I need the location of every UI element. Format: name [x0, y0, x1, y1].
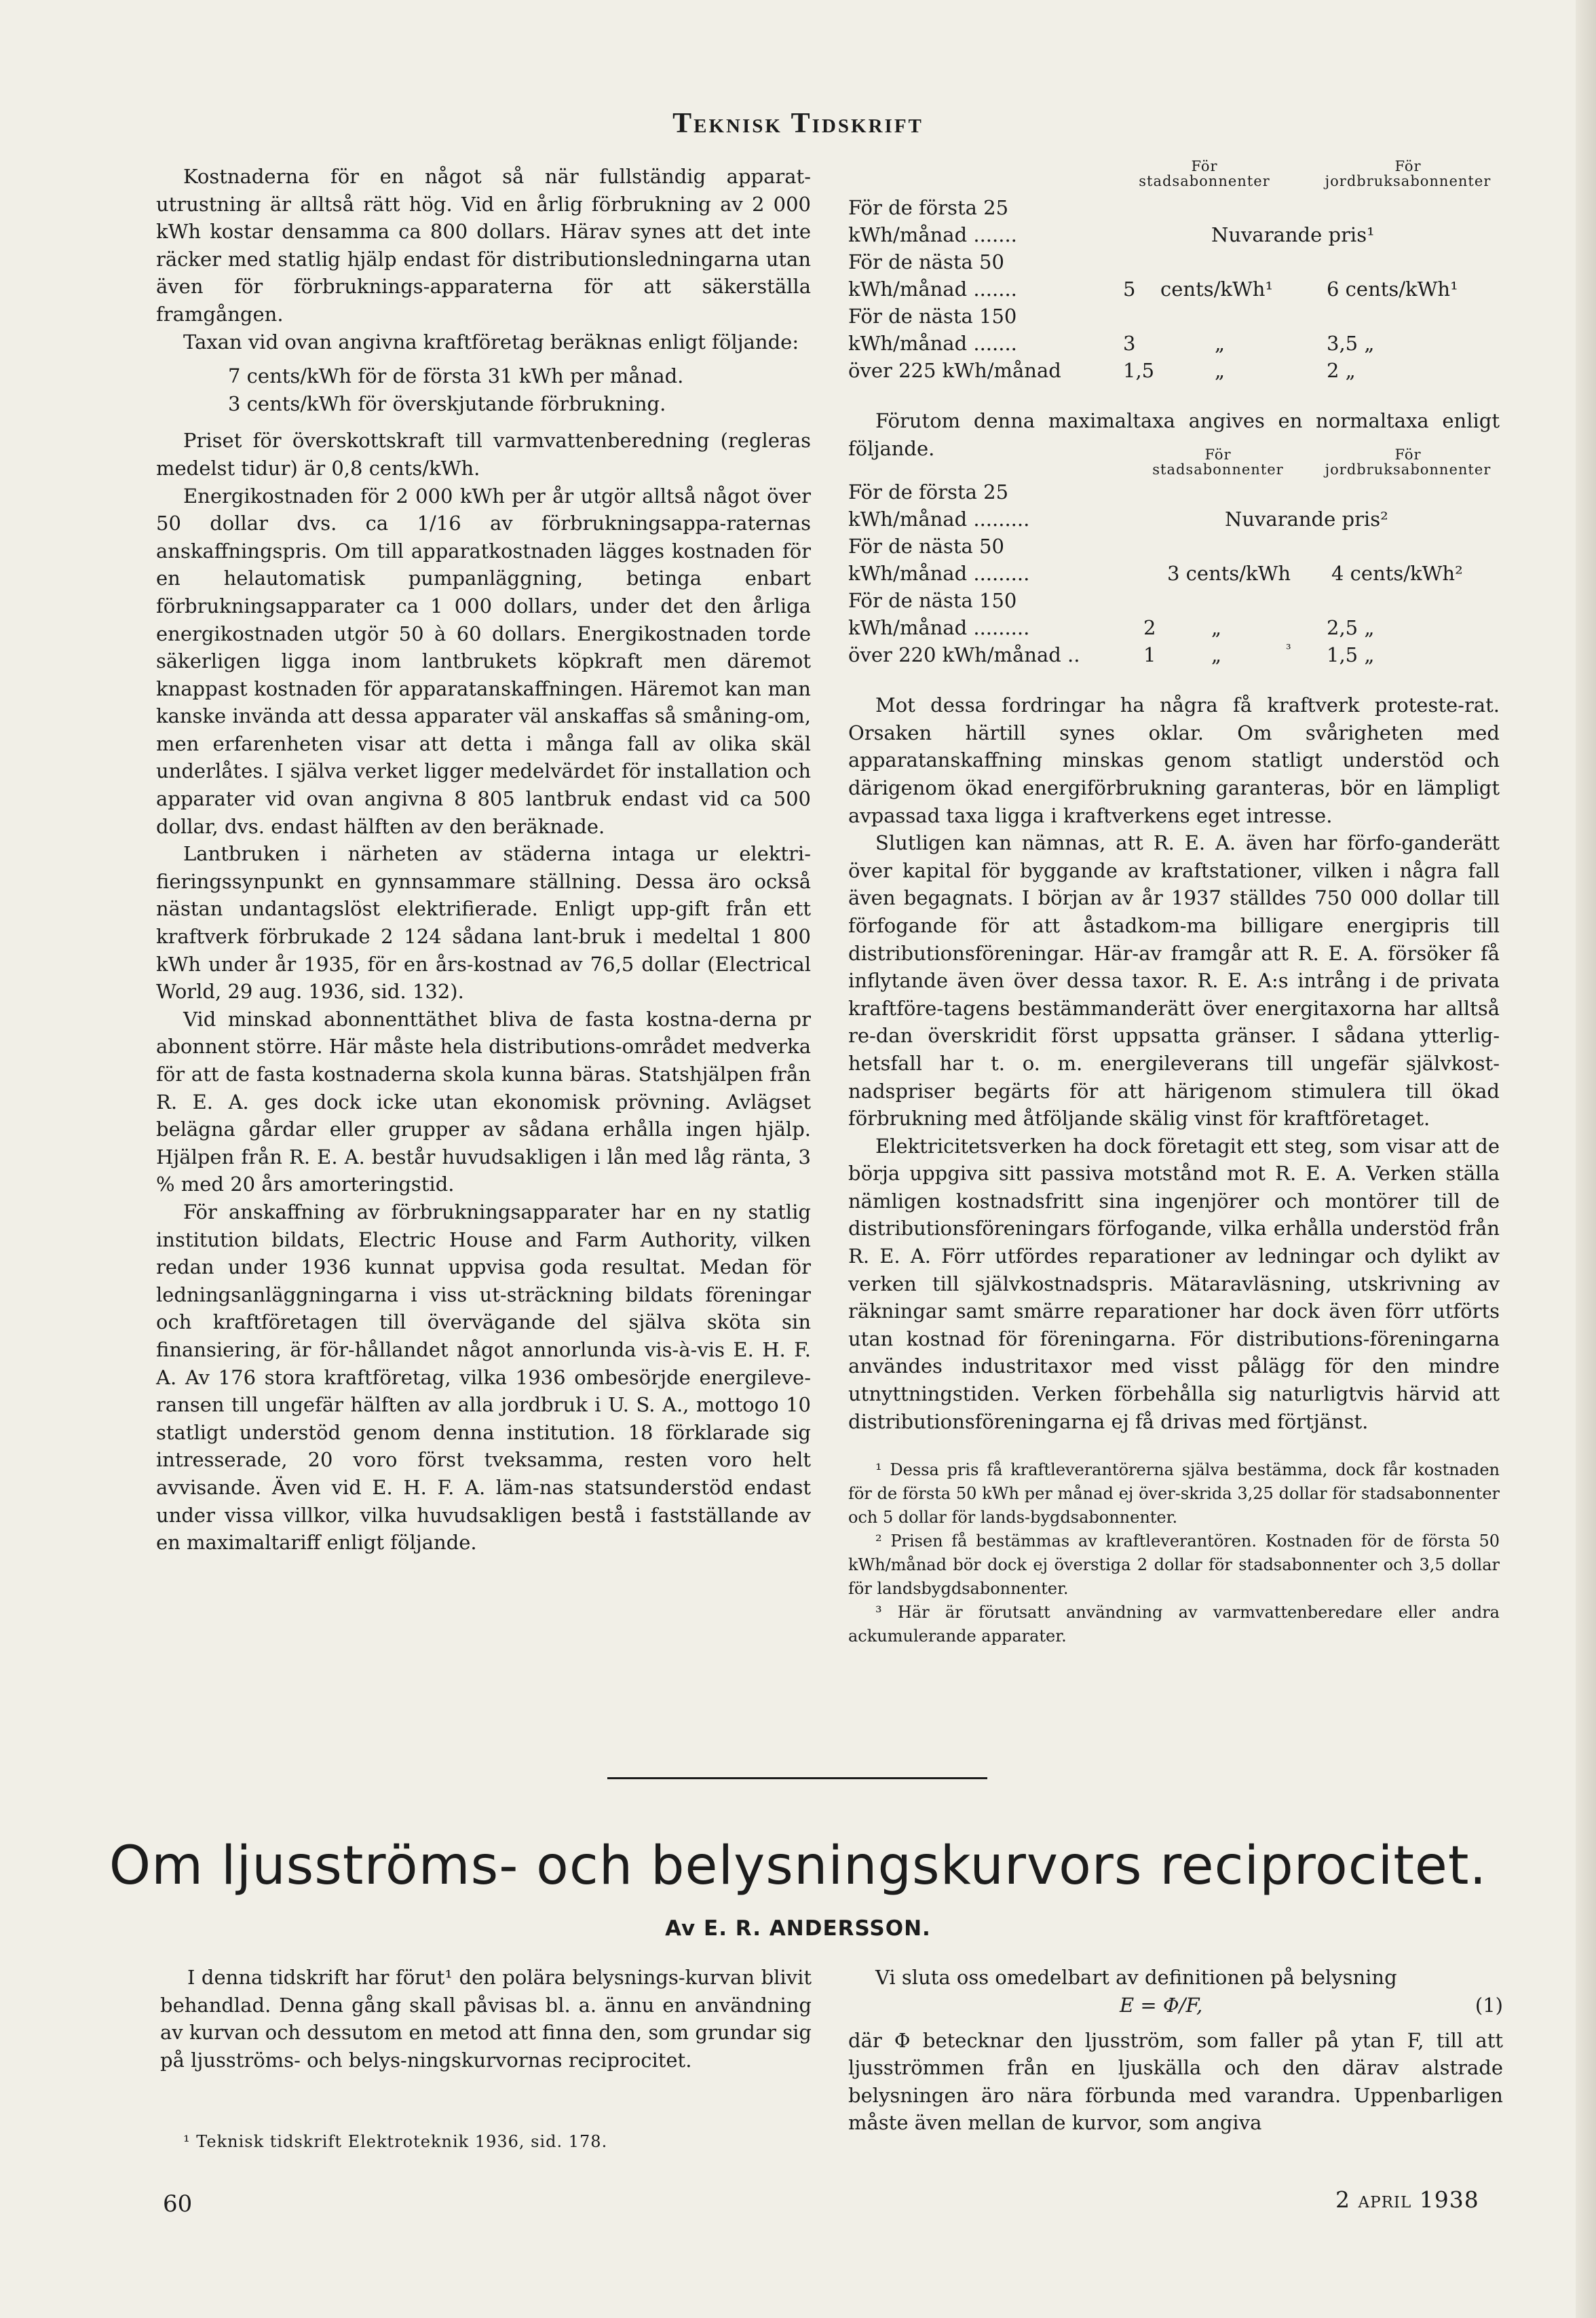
paragraph: Elektricitetsverken ha dock företagit ett steg, som visar att de börja uppgiva sitt passiva motstånd mot R. E. A. Verken ställa nämligen kostnadsfritt sina ingenjörer och montörer till de distributionsföreningars förfogande, vilka erhålla understöd från R. E. A. Förr utfördes reparationer av ledningar och dylikt av verken till självkostnadspris. Mätaravläsning, utskrivning av räkningar samt smärre reparationer har dock även förr utförts utan kostnad för föreningarna. För distributions-föreningarna användes industritaxor med visst pålägg för den mindre utnyttningstiden. Verken förbehålla sig naturligtvis härvid att distributionsföreningarna ej få drivas med förtjänst. [848, 1134, 1500, 1433]
column-header [1120, 159, 1289, 189]
paragraph: Energikostnaden för 2 000 kWh per år utgör alltså något över 50 dollar dvs. ca 1/16 av förbrukningsappa-raternas anskaffningspris. Om till apparatkostnaden lägges kostnaden för en helautomatisk pumpanläggning, betinga enbart förbrukningsapparater ca 1 000 dollars, under det den årliga energikostnaden utgör 50 à 60 dollars. Energikostnaden torde säkerligen ligga inom lantbrukets köpkraft men däremot knappast kostnaden för apparatanskaffningen. Häremot kan man kanske invända att dessa apparater väl anskaffas så småning-om, men erfarenheten visar att detta i många fall av olika skäl underlåtes. I själva verket ligger medelvärdet för installation och apparater vid ovan angivna 8 805 lantbruk endast vid ca 500 dollar, dvs. endast hälften av den beräknade. [156, 484, 811, 838]
table-row [848, 614, 1500, 641]
table-row [848, 194, 1500, 221]
table-row [848, 330, 1500, 357]
table-row [848, 506, 1500, 533]
article-footnote: ¹ Teknisk tidskrift Elektroteknik 1936, sid. 178. [183, 2132, 608, 2151]
cell: „ [1215, 332, 1226, 355]
cell: 1,5 „ [1327, 643, 1375, 667]
paragraph: Taxan vid ovan angivna kraftföretag beräknas enligt följande: [183, 330, 799, 354]
row-label: För de nästa 150 [848, 305, 1017, 328]
cell: ³ [1286, 642, 1291, 658]
cell: 3,5 „ [1327, 332, 1375, 355]
row-label: över 225 kWh/månad [848, 359, 1061, 382]
column-header [1316, 159, 1500, 189]
row-label: kWh/månad ....... [848, 332, 1017, 355]
cell: „ [1215, 359, 1226, 382]
paragraph: Priset för överskottskraft till varmvattenberedning (regleras medelst tidur) är 0,8 cents/kWh. [156, 429, 811, 480]
row-label: kWh/månad ......... [848, 508, 1030, 531]
maximal-tariff-table [848, 151, 1500, 434]
table-row [848, 303, 1500, 330]
right-column [848, 151, 1500, 1648]
table-row [848, 248, 1500, 276]
table-row [848, 276, 1500, 303]
footnote: ¹ Dessa pris få kraftleverantörerna själva bestämma, dock får kostnaden för de första 50 kWh per månad ej över-skrida 3,25 dollar för stadsabonnenter och 5 dollar för lands-bygdsabonnenter. [848, 1460, 1500, 1527]
rate-line: 7 cents/kWh för de första 31 kWh per månad. [228, 364, 684, 388]
paragraph: Förutom denna maximaltaxa angives en normaltaxa enligt följande. [848, 409, 1500, 460]
issue-date [1335, 2186, 1479, 2213]
left-column [156, 163, 811, 1557]
article-left-column [160, 1964, 812, 2074]
header-line: För [1204, 446, 1232, 463]
cell: cents/kWh¹ [1160, 278, 1274, 301]
paragraph: Vid minskad abonnenttäthet bliva de fasta kostna-derna pr abonnent större. Här måste hela distributions-området medverka för att de fasta kostnaderna skola kunna bäras. Statshjälpen från R. E. A. ges dock icke utan ekonomisk prövning. Avlägset belägna gårdar eller grupper av sådana erhålla ingen hjälp. Hjälpen från R. E. A. består huvudsakligen i lån med låg ränta, 3 % med 20 års amorteringstid. [156, 1007, 811, 1196]
paragraph: I denna tidskrift har förut¹ den polära belysnings-kurvan blivit behandlad. Denna gång skall påvisas bl. a. ännu en användning av kurvan och dessutom en metod att finna den, som grundar sig på ljusströms- och belys-ningskurvornas reciprocitet. [160, 1966, 812, 2072]
cell: „ [1211, 616, 1222, 640]
cell: 1,5 [1123, 359, 1155, 382]
table-row [848, 533, 1500, 560]
column-header [1133, 447, 1303, 477]
footnote: ² Prisen få bestämmas av kraftleverantören. Kostnaden för de första 50 kWh/månad bör dock ej överstiga 2 dollar för stadsabonnenter och 3,5 dollar för landsbygdsabonnenter. [848, 1532, 1500, 1599]
article-title: Om ljusströms- och belysningskurvors reciprocitet. [109, 1836, 1487, 1897]
equation-number: (1) [1475, 1993, 1503, 2017]
paragraph: För anskaffning av förbrukningsapparater har en ny statlig institution bildats, Electric House and Farm Authority, vilken redan under 1936 kunnat uppvisa goda resultat. Medan för ledningsanläggningarna i viss ut-sträckning bildats föreningar och kraftföretagen till övervägande del själva sköta sin finansiering, är för-hållandet något annorlunda vis-à-vis E. H. F. A. Av 176 stora kraftföretag, vilka 1936 ombesörjde energileve-ransen till ungefär hälften av alla jordbruk i U. S. A., mottogo 10 statligt understöd genom denna institution. 18 förklarade sig intresserade, 20 voro först tveksamma, resten voro helt avvisande. Även vid E. H. F. A. läm-nas statsunderstöd endast under vissa villkor, vilka huvudsakligen bestå i fastställande av en maximaltariff enligt följande. [156, 1200, 811, 1555]
row-label: kWh/månad ......... [848, 616, 1030, 640]
cell: 5 [1123, 278, 1136, 301]
paragraph: Lantbruken i närheten av städerna intaga ur elektri-fieringssynpunkt en gynnsammare ställning. Dessa äro också nästan undantagslöst elektrifierade. Enligt upp-gift från ett kraftverk förbrukade 2 124 sådana lant-bruk i medeltal 1 800 kWh under år 1935, för en års-kostnad av 76,5 dollar (Electrical World, 29 aug. 1936, sid. 132). [156, 842, 811, 1004]
byline: Av E. R. ANDERSSON. [665, 1916, 931, 1941]
equation-expression: E = Φ/F, [1120, 1993, 1203, 2017]
row-label: kWh/månad ....... [848, 223, 1017, 246]
row-label: För de nästa 150 [848, 589, 1017, 613]
row-label: För de nästa 50 [848, 250, 1004, 273]
footnote: ³ Här är förutsatt användning av varmvattenberedare eller andra ackumulerande apparater. [848, 1603, 1500, 1646]
cell: 2,5 „ [1327, 616, 1375, 640]
row-label: kWh/månad ....... [848, 278, 1017, 301]
table-row [848, 641, 1500, 668]
cell: 2 [1143, 616, 1156, 640]
header-line: För [1394, 158, 1422, 174]
cell: Nuvarande pris² [1225, 508, 1388, 531]
cell: 4 cents/kWh² [1331, 562, 1463, 586]
row-label: För de första 25 [848, 196, 1009, 219]
paragraph: Kostnaderna för en något så när fullständig apparat-utrustning är alltså rätt hög. Vid en årlig förbrukning av 2 000 kWh kostar densamma ca 800 dollars. Härav synes att det inte räcker med statlig hjälp endast för distributionsledningarna utan även för förbruknings-apparaterna för att säkerställa framgången. [156, 165, 811, 326]
header-line: stadsabonnenter [1139, 173, 1270, 189]
column-header [1316, 447, 1500, 477]
rate-lines [156, 362, 811, 417]
masthead: Teknisk Tidskrift [672, 108, 924, 139]
paragraph: Slutligen kan nämnas, att R. E. A. även har förfo-ganderätt över kapital för byggande av kraftstationer, vilken i några fall även begagnats. I början av år 1937 ställdes 750 000 dollar till förfogande för att åstadkom-ma billigare energipris till distributionsföreningar. Här-av framgår att R. E. A. försöker få inflytande även över dessa taxor. R. E. A:s intrång i de privata kraftföre-tagens bestämmanderätt över energitaxorna har alltså re-dan överskridit först uppsatta gränser. I sådana ytterlig-hetsfall har t. o. m. energileverans till ungefär självkost-nadspriser begärts för att härigenom stimulera till ökad förbrukning med åtföljande skälig vinst för kraftföretaget. [848, 831, 1500, 1130]
header-line: För [1394, 446, 1422, 463]
header-line: jordbruksabonnenter [1325, 461, 1492, 478]
rate-line: 3 cents/kWh för överskjutande förbrukning. [228, 392, 666, 415]
article-right-column [848, 1964, 1503, 2137]
table-row [848, 357, 1500, 384]
header-line: jordbruksabonnenter [1325, 173, 1492, 189]
page-edge [1576, 0, 1596, 2318]
normal-tariff-table [848, 432, 1500, 667]
row-label: För de första 25 [848, 480, 1009, 504]
issue-date-text: 2 april 1938 [1335, 2186, 1479, 2213]
row-label: För de nästa 50 [848, 535, 1004, 558]
cell: Nuvarande pris¹ [1211, 223, 1375, 246]
header-line: stadsabonnenter [1152, 461, 1284, 478]
row-label: över 220 kWh/månad .. [848, 643, 1080, 667]
page-number: 60 [163, 2190, 193, 2218]
cell: 1 [1143, 643, 1156, 667]
paragraph: där Φ betecknar den ljusström, som faller på ytan F, till att ljusströmmen från en ljuskälla och den därav alstrade belysningen äro nära förbunda med varandra. Uppenbarligen måste även mellan de kurvor, som angiva [848, 2028, 1503, 2135]
paragraph: Vi sluta oss omedelbart av definitionen på belysning [875, 1966, 1397, 1989]
cell: 3 [1123, 332, 1136, 355]
cell: 6 cents/kWh¹ [1327, 278, 1458, 301]
table-row [848, 560, 1500, 587]
section-divider [607, 1777, 987, 1779]
row-label: kWh/månad ......... [848, 562, 1030, 586]
header-line: För [1191, 158, 1218, 174]
cell: 2 „ [1327, 359, 1356, 382]
table-row [848, 221, 1500, 248]
cell: „ [1211, 643, 1222, 667]
cell: 3 cents/kWh [1167, 562, 1291, 586]
equation [848, 1992, 1503, 2027]
footnotes [848, 1458, 1500, 1648]
paragraph: Mot dessa fordringar ha några få kraftverk proteste-rat. Orsaken härtill synes oklar. Om svårigheten med apparatanskaffning minskas genom statligt understöd och därigenom ökad energiförbrukning garanteras, bör en lämpligt avpassad taxa ligga i kraftverkens eget intresse. [848, 694, 1500, 827]
table-row [848, 587, 1500, 614]
table-row [848, 478, 1500, 506]
